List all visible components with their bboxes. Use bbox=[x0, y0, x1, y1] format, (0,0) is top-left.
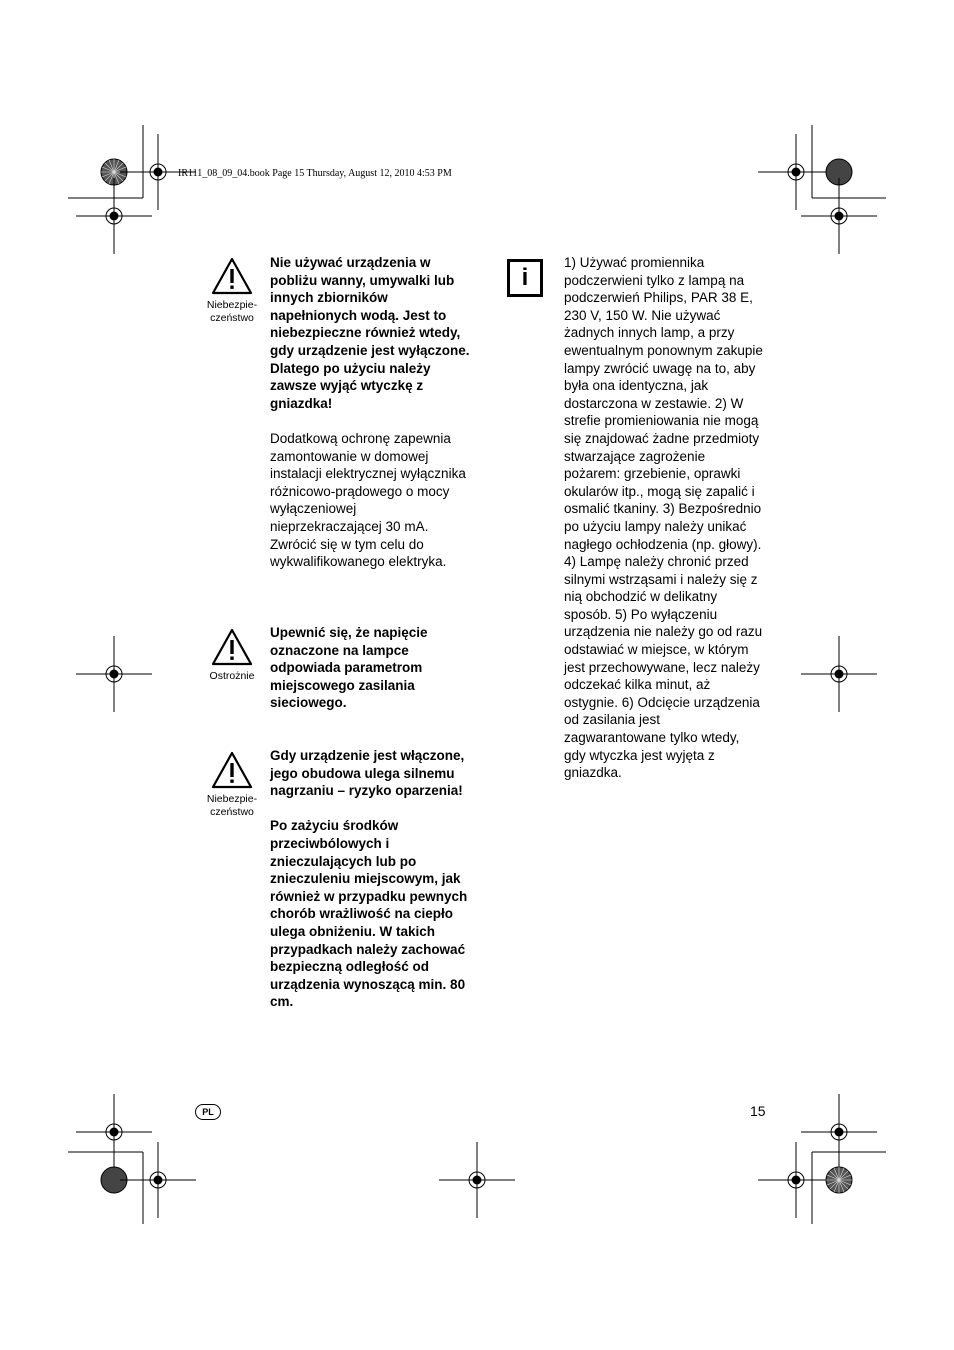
warning-triangle-icon bbox=[210, 627, 254, 667]
page-number: 15 bbox=[750, 1103, 766, 1119]
danger-warning-1 bbox=[202, 256, 262, 325]
warning-1-text bbox=[270, 254, 470, 571]
warning-3-bold-b: Po zażyciu środków przeciwbólowych i znieczulających lub po znieczuleniu miejscowym, jak również w przypadku pewnych chorób wrażliwość na ciepło ulega obniżeniu. W takich przypadkach należy zachować bezpieczną odległość od urządzenia wynoszącą min. 80 cm. bbox=[270, 818, 468, 1010]
print-file-header: IR111_08_09_04.book Page 15 Thursday, August 12, 2010 4:53 PM bbox=[178, 168, 452, 179]
warning-label: Niebezpie- czeństwo bbox=[206, 299, 258, 324]
warning-1-bold: Nie używać urządzenia w pobliżu wanny, umywalki lub innych zbiorników napełnionych wodą. Jest to niebezpieczne również wtedy, gdy urządzenie jest wyłączone. Dlatego po użyciu należy zawsze wyjąć wtyczkę z gniazdka! bbox=[270, 255, 470, 411]
danger-warning-2 bbox=[202, 750, 262, 819]
info-icon: i bbox=[507, 259, 543, 297]
warning-3-text bbox=[270, 747, 470, 1011]
warning-label: Ostrożnie bbox=[209, 670, 255, 682]
info-text: 1) Używać promiennika podczerwieni tylko z lampą na podczerwień Philips, PAR 38 E, 230 V, 150 W. Nie używać żadnych innych lamp, a przy ewentualnym ponownym zakupie lampy zwrócić uwagę na to, aby była ona identyczna, jak dostarczona w zestawie. 2) W strefie promieniowania nie mogą się znajdować żadne przedmioty stwarzające zagrożenie pożarem: grzebienie, oprawki okularów itp., mogą się zapalić i osmalić tkaniny. 3) Bezpośrednio po użyciu lampy należy unikać nagłego ochłodzenia (np. głowy). 4) Lampę należy chronić przed silnymi wstrząsami i należy się z nią obchodzić w delikatny sposób. 5) Po wyłączeniu urządzenia nie należy go od razu odstawiać w miejsce, w którym jest przechowywane, lecz należy odczekać kilka minut, aż ostygnie. 6) Odcięcie urządzenia od zasilania jest zagwarantowane tylko wtedy, gdy wtyczka jest wyjęta z gniazdka. bbox=[564, 255, 763, 781]
warning-3-bold-a: Gdy urządzenie jest włączone, jego obudowa ulega silnemu nagrzaniu – ryzyko oparzenia! bbox=[270, 748, 465, 799]
language-badge: PL bbox=[195, 1104, 221, 1120]
warning-2-bold: Upewnić się, że napięcie oznaczone na lampce odpowiada parametrom miejscowego zasilania sieciowego. bbox=[270, 625, 428, 711]
warning-1-note: Dodatkową ochronę zapewnia zamontowanie w domowej instalacji elektrycznej wyłącznika różnicowo-prądowego o mocy wyłączeniowej nieprzekraczającej 30 mA. Zwrócić się w tym celu do wykwalifikowanego elektryka. bbox=[270, 430, 466, 570]
warning-triangle-icon bbox=[210, 256, 254, 296]
caution-warning bbox=[202, 627, 262, 683]
warning-label: Niebezpie- czeństwo bbox=[206, 793, 258, 818]
warning-triangle-icon bbox=[210, 750, 254, 790]
warning-2-text bbox=[270, 624, 470, 712]
